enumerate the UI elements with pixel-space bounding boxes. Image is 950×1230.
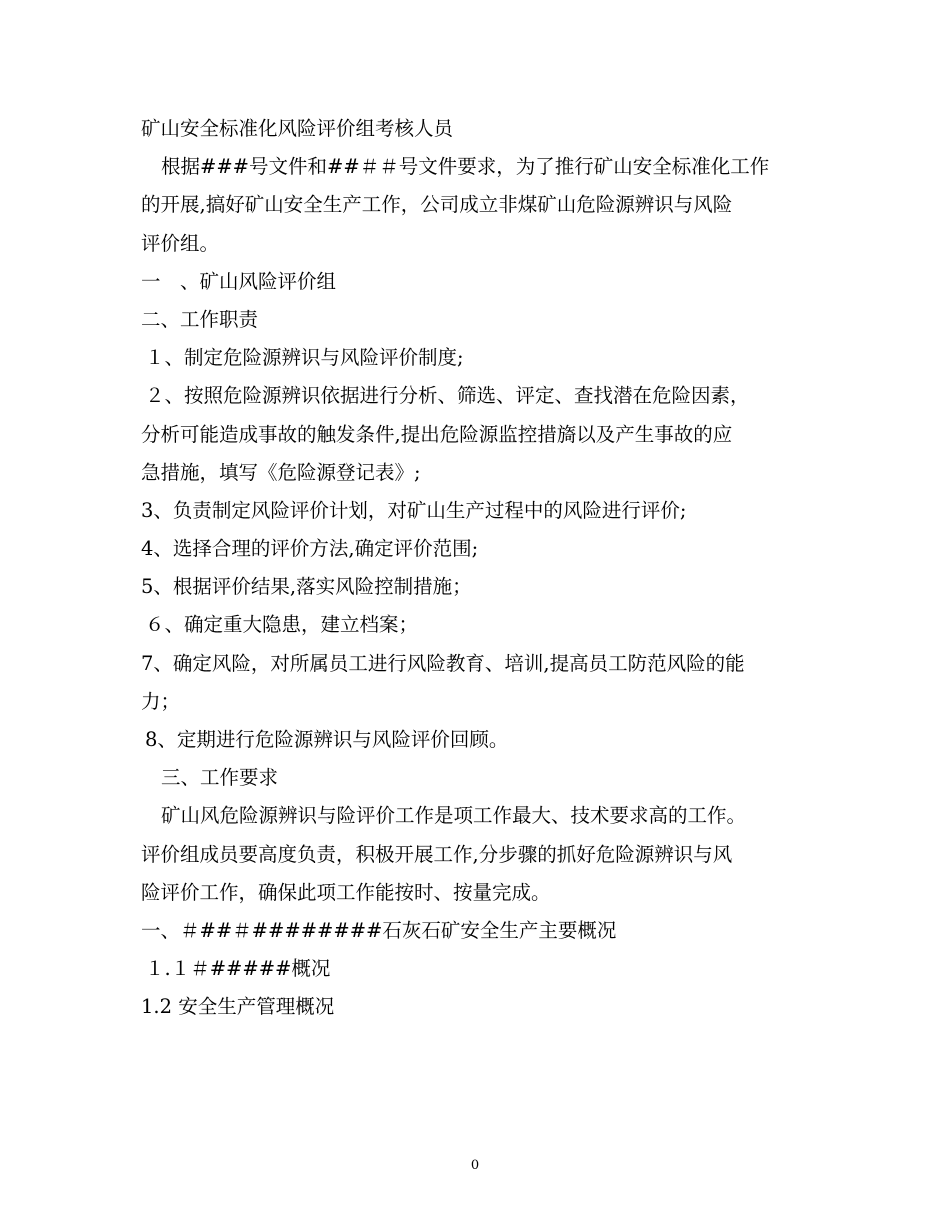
list-item-continuation: 分析可能造成事故的触发条件,提出危险源监控措旖以及产生事故的应 [141,422,733,446]
paragraph-line: 评价组成员要高度负责，积极开展工作,分步骤的抓好危险源辨识与风 [141,842,733,866]
paragraph-line: 评价组。 [141,231,220,255]
list-item: ２、按照危险源辨识依据进行分析、筛选、评定、查找潜在危险因素， [145,384,750,408]
paragraph-line: 根据###号文件和##＃＃号文件要求，为了推行矿山安全标准化工作 [161,155,770,179]
section-heading: 一 、矿山风险评价组 [141,269,337,293]
list-item: 4、选择合理的评价方法,确定评价范围; [141,537,479,561]
list-item: 7、确定风险，对所属员工进行风险教育、培训,提高员工防范风险的能 [141,651,745,675]
paragraph-line: 的开展,搞好矿山安全生产工作，公司成立非煤矿山危险源辨识与风险 [141,193,733,217]
paragraph-line: 险评价工作，确保此项工作能按时、按量完成。 [141,880,551,904]
section-heading: 三、工作要求 [161,766,279,790]
list-item-continuation: 力； [141,689,181,713]
list-item: ６、确定重大隐患，建立档案； [145,613,419,637]
list-item-continuation: 急措施，填写《危险源登记表》; [141,460,421,484]
paragraph-line: 矿山风危险源辨识与险评价工作是项工作最大、技术要求高的工作。 [161,804,747,828]
list-item: １、制定危险源辨识与风险评价制度; [145,346,464,370]
list-item: 8、定期进行危险源辨识与风险评价回顾。 [145,728,509,751]
document-body [141,110,821,1027]
list-item: 3、负责制定风险评价计划，对矿山生产过程中的风险进行评价; [141,498,687,522]
document-title: 矿山安全标准化风险评价组考核人员 [141,117,454,140]
subsection-heading: １.１＃#####概况 [145,957,331,981]
page-number: 0 [470,1158,480,1173]
section-heading: 一、＃##＃########石灰石矿安全生产主要概况 [141,918,617,942]
subsection-heading: 1.2 安全生产管理概况 [141,995,335,1019]
list-item: 5、根据评价结果,落实风险控制措施； [141,575,472,599]
section-heading: 二、工作职责 [141,307,259,331]
